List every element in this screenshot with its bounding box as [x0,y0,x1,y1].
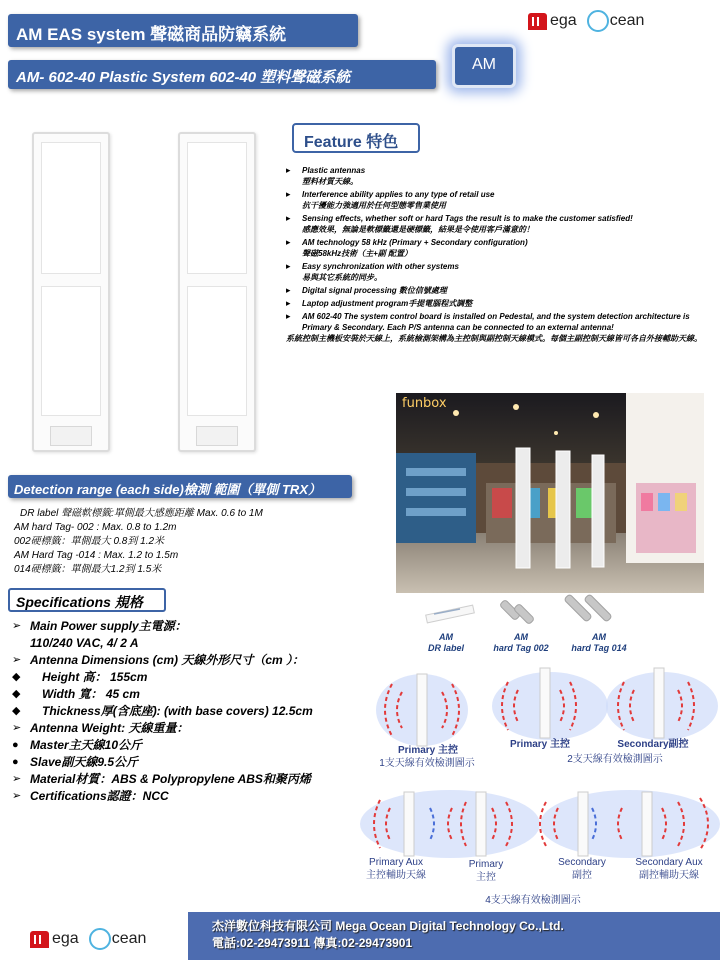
spec-item: ◆ Width 寬： 45 cm [12,687,140,701]
logo-word-ega: ega [550,12,577,29]
store-installation-photo [396,393,704,593]
logo-word-ega: ega [52,930,79,947]
hard-tag-014-image [560,590,620,630]
logo-ring-icon [587,10,609,32]
diagram-4-primary-label: Primary 主控 [468,859,504,883]
spec-item: ➢ Certifications認證：NCC [12,789,169,803]
arrow-bullet-icon: ➢ [12,773,22,785]
spec-item: ◆ Thickness厚(含底座): (with base covers) 12.5cm [12,704,313,718]
detection-pattern-diagram-four [360,784,720,860]
diamond-bullet-icon: ◆ [12,671,21,683]
feature-item: ▸ Easy synchronization with other systems 易與其它系統的同步。 [286,261,704,283]
logo-mark-icon [528,13,547,30]
spec-item: ➢ Main Power supply主電源： [12,619,187,633]
diagram-1-primary-label: Primary 主控 [397,745,459,756]
detection-line: DR label 聲磁軟標籤:單側最大感應距離 Max. 0.6 to 1M [20,508,263,519]
diagram-2-secondary-label: Secondary副控 [617,739,689,750]
feature-item: ▸ Digital signal processing 數位信號處理 [286,285,704,296]
arrow-bullet-icon: ➢ [12,620,22,632]
company-logo-footer [30,928,146,950]
arrow-bullet-icon: ➢ [12,790,22,802]
feature-item: ▸ AM 602-40 The system control board is installed on Pedestal, and the system detection architecture is Primary & Secondary. Each P/S antenna can be connected to an external antenna! 系統控制主機板安裝於天線上，系統檢測架構為主控制與副控制天線模式。每個主副控制天線皆可各自外接輔助天線。 [286,311,704,344]
feature-item: ▸ Sensing effects, whether soft or hard Tags the result is to make the customer satisfied! 感應效果，無論是軟標籤還是硬標籤，結果是令使用客戶滿意的！ [286,213,704,235]
spec-item: ● Master主天線10公斤 [12,738,143,752]
detection-line: 002硬標籤：單側最大 0.8到 1.2米 [14,536,165,547]
am-badge: AM [452,44,516,88]
diamond-bullet-icon: ◆ [12,688,21,700]
tag-label-dr: AM DR label [427,632,464,653]
spec-item: ● Slave副天線9.5公斤 [12,755,139,769]
footer-phone-fax: 電話:02-29473911 傳真:02-29473901 [212,936,413,950]
tag-label-002: AM hard Tag 002 [493,632,549,653]
logo-mark-icon [30,931,49,948]
hard-tag-002-image [495,596,545,632]
logo-word-cean: cean [609,12,645,29]
specifications-list [12,618,372,805]
antenna-product-image-left [32,132,110,452]
arrow-bullet-icon: ➢ [12,722,22,734]
spec-item: 110/240 VAC, 4/ 2 A [30,636,139,650]
feature-item: ▸ AM technology 58 kHz (Primary + Secondary configuration) 聲磁58kHz技術（主+副 配置） [286,237,704,259]
specifications-heading: Specifications 規格 [8,588,166,612]
page-title: AM EAS system 聲磁商品防竊系統 [8,14,358,47]
store-sign-text: funbox [402,396,447,411]
diagram-4-primary-aux-label: Primary Aux 主控輔助天線 [366,857,426,881]
detection-line: 014硬標籤：單側最大1.2到 1.5米 [14,564,162,575]
spec-item: ➢ Material材質：ABS & Polypropylene ABS和聚丙烯 [12,772,311,786]
diagram-2-caption: 2支天線有效檢測圖示 [567,754,663,765]
dot-bullet-icon: ● [12,739,19,751]
feature-item: ▸ Plastic antennas 塑料材質天線。 [286,165,704,187]
diagram-2-primary-label: Primary 主控 [509,739,571,750]
company-logo [528,10,644,32]
detection-range-text [14,507,354,577]
footer-contact-bar [188,912,720,960]
logo-word-cean: cean [111,930,147,947]
spec-item: ◆ Height 高： 155cm [12,670,148,684]
diagram-1-caption: 1支天線有效檢測圖示 [379,758,475,769]
store-scene-illustration [396,393,704,593]
diagram-4-caption: 4支天線有效檢測圖示 [485,895,581,906]
arrow-bullet-icon: ➢ [12,654,22,666]
spec-item: ➢ Antenna Weight: 天線重量： [12,721,189,735]
footer-company-name: 杰洋數位科技有限公司 Mega Ocean Digital Technology Co.,Ltd. [212,919,564,933]
feature-item: ▸ Laptop adjustment program手提電腦程式調整 [286,298,704,309]
detection-line: AM hard Tag- 002 : Max. 0.8 to 1.2m [14,522,177,533]
diagram-4-secondary-aux-label: Secondary Aux 副控輔助天線 [635,857,703,881]
feature-heading: Feature 特色 [292,123,420,153]
antenna-product-image-right [178,132,256,452]
diamond-bullet-icon: ◆ [12,705,21,717]
feature-list [286,165,704,346]
detection-heading: Detection range (each side)檢測 範圍（單側 TRX） [8,475,352,498]
logo-ring-icon [89,928,111,950]
diagram-4-secondary-label: Secondary 副控 [558,857,606,881]
detection-line: AM Hard Tag -014 : Max. 1.2 to 1.5m [14,550,179,561]
feature-item: ▸ Interference ability applies to any type of retail use 抗干擾能力強適用於任何型態零售業使用 [286,189,704,211]
dot-bullet-icon: ● [12,756,19,768]
tag-label-014: AM hard Tag 014 [571,632,627,653]
model-subtitle: AM- 602-40 Plastic System 602-40 塑料聲磁系統 [8,60,436,89]
dr-label-image [420,598,480,628]
spec-item: ➢ Antenna Dimensions (cm) 天線外形尺寸（cm ）： [12,653,305,667]
